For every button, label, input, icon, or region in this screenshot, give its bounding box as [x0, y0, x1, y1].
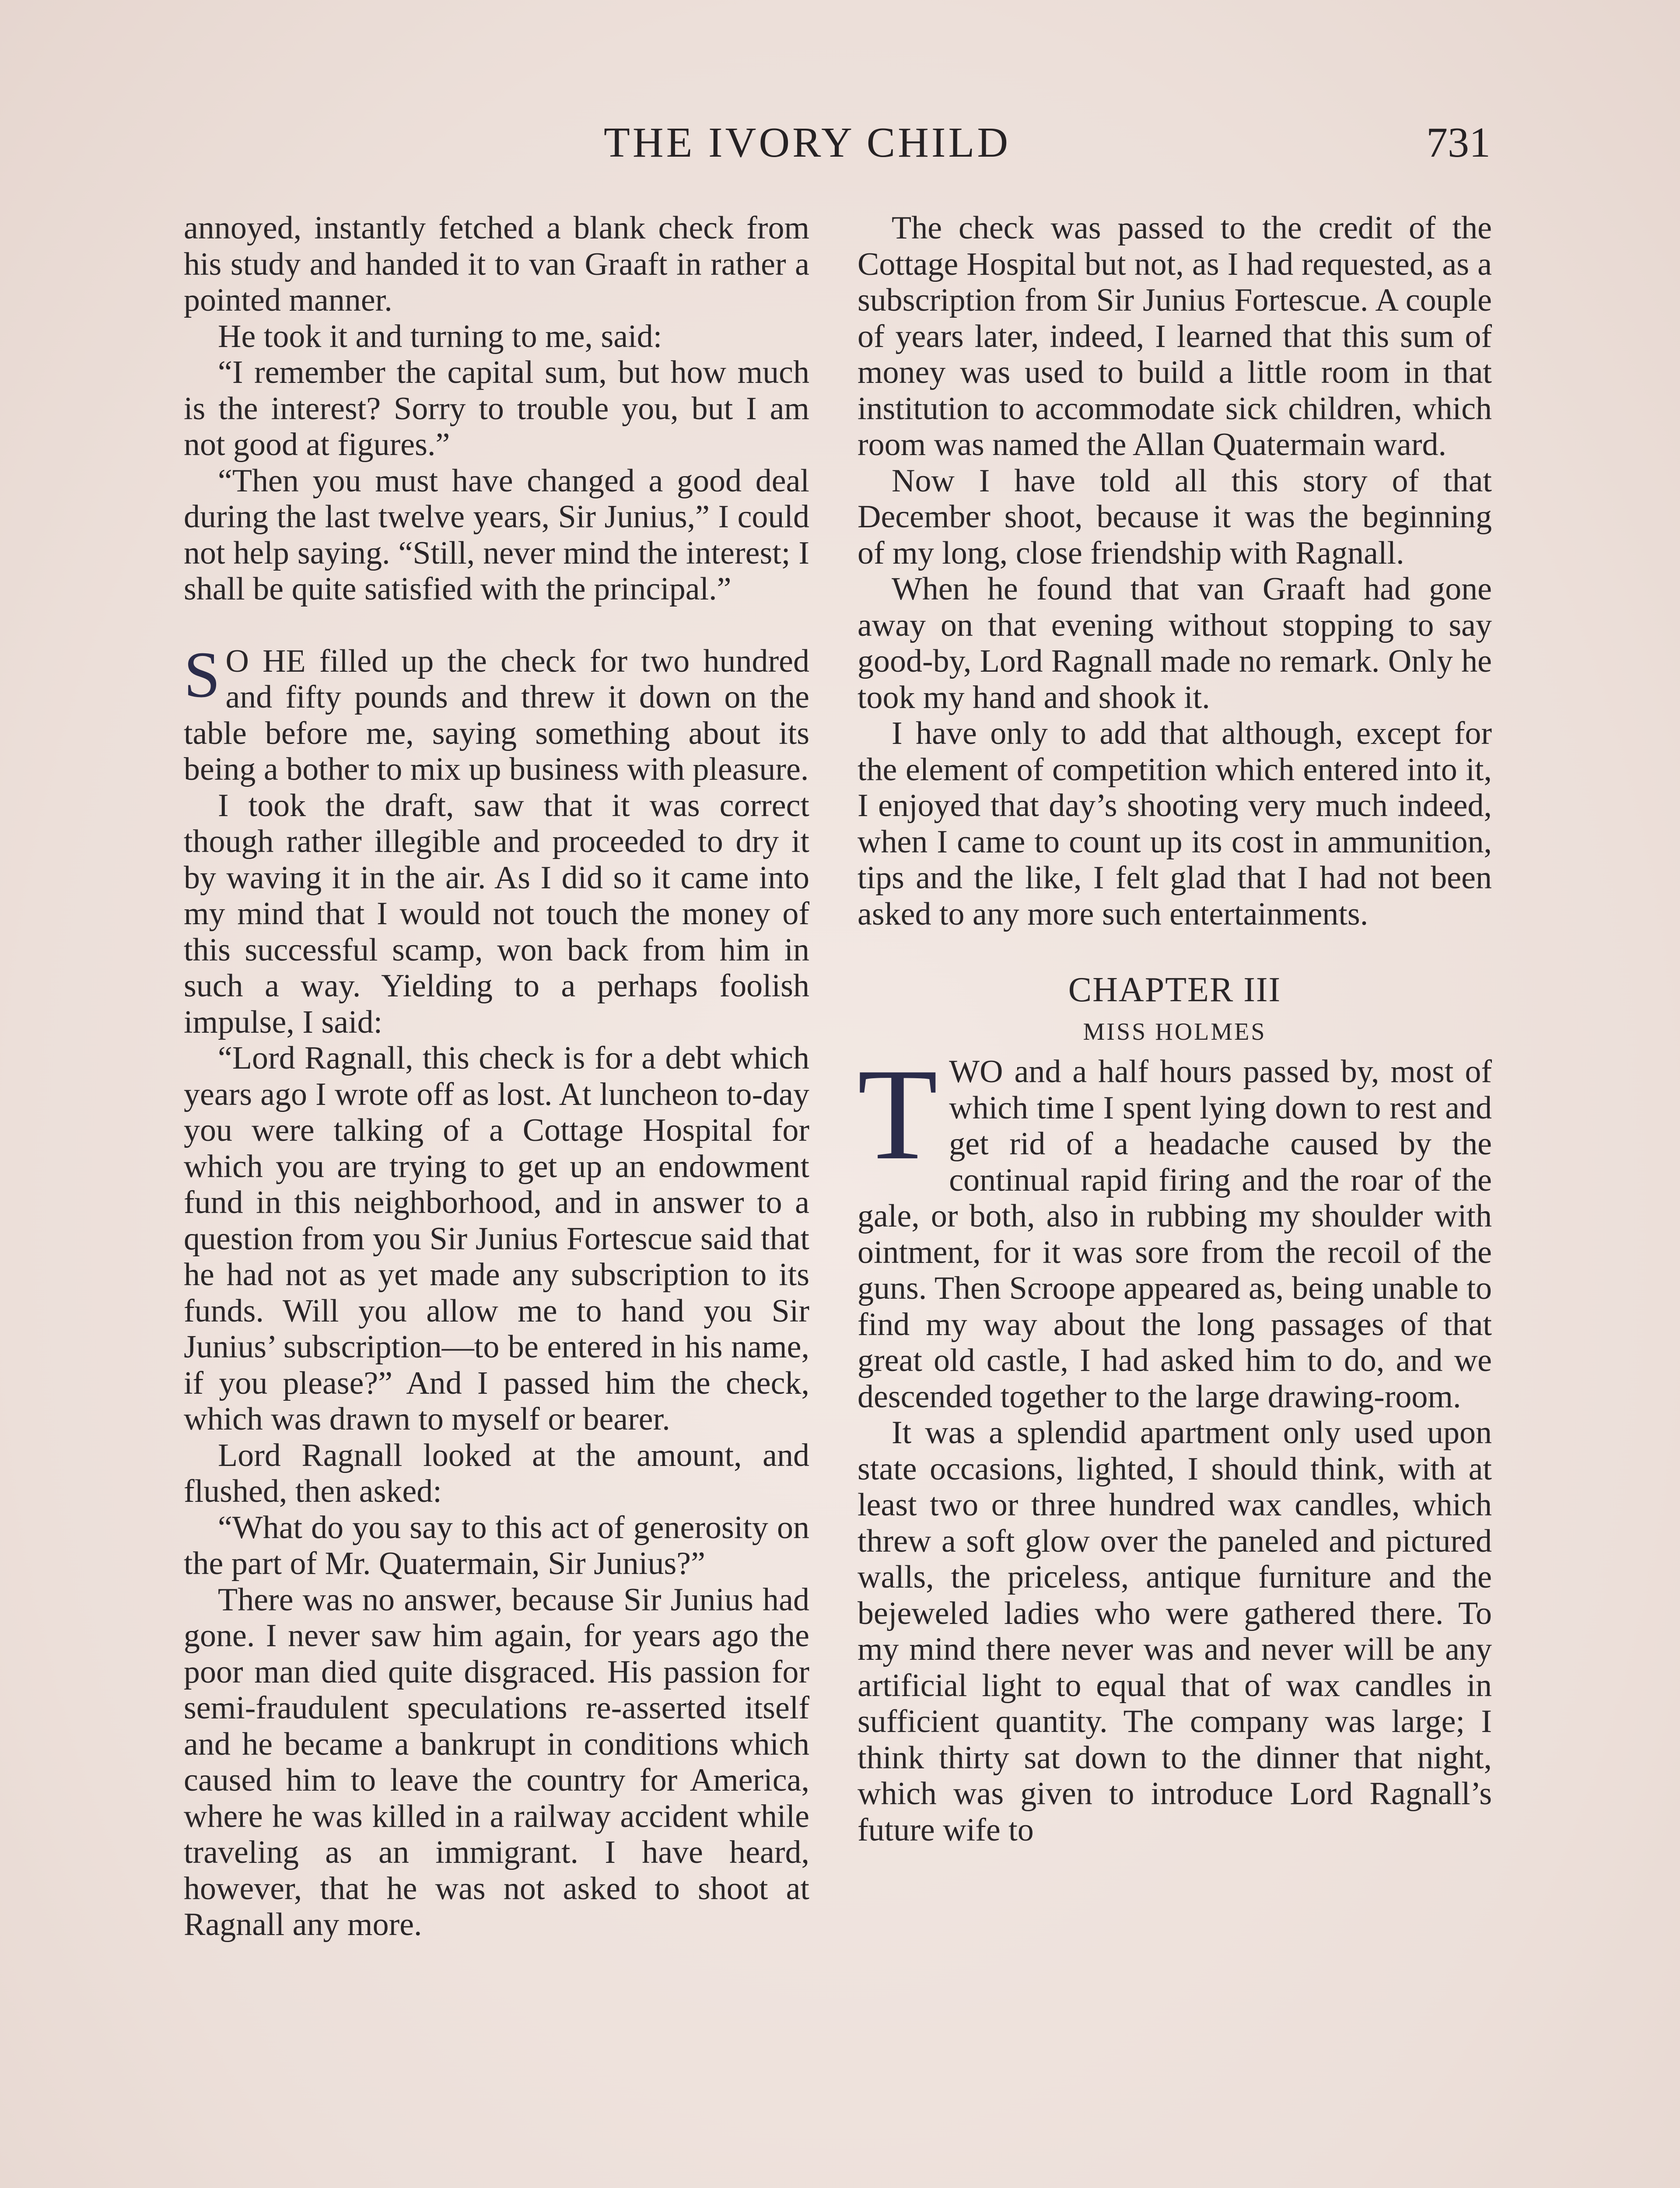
page-number: 731 — [1426, 119, 1491, 166]
chapter-opening-paragraph — [858, 1041, 1492, 1415]
drop-cap: T — [858, 1041, 938, 1187]
paragraph: It was a splendid apartment only used upon state occasions, lighted, I should think, with at least two or three hundred wax candles, which threw a soft glow over the paneled and pictured walls, the priceless, antique furniture and the bejeweled ladies who were gathered there. To my mind there never was and never will be any artificial light to equal that of wax candles in sufficient quantity. The company was large; I think thirty sat down to the dinner that night, which was given to introduce Lord Ragnall’s future wife to — [858, 1415, 1492, 1848]
paragraph: Lord Ragnall looked at the amount, and flushed, then asked: — [184, 1437, 809, 1509]
page-header — [0, 118, 1680, 179]
paragraph: I have only to add that although, except for the element of competition which entered into it, I enjoyed that day’s shooting very much indeed, when I came to count up its cost in ammunition, tips and the like, I felt glad that I had not been asked to any more such entertainments. — [858, 715, 1492, 932]
paragraph-text: O HE filled up the check for two hundred and fifty pounds and threw it down on the table before me, saying something about its being a bother to mix up business with pleasure. — [184, 643, 809, 787]
right-column — [858, 210, 1492, 1848]
paragraph: annoyed, instantly fetched a blank check from his study and handed it to van Graaft in rather a pointed manner. — [184, 210, 809, 318]
paragraph: I took the draft, saw that it was correct though rather illegible and proceeded to dry it by waving it in the air. As I did so it came into my mind that I would not touch the money of this successful scamp, won back from him in such a way. Yielding to a perhaps foolish impulse, I said: — [184, 787, 809, 1040]
paragraph: “What do you say to this act of generosity on the part of Mr. Quatermain, Sir Junius?” — [184, 1509, 809, 1581]
paragraph-text: WO and a half hours passed by, most of which time I spent lying down to rest and get rid of a headache caused by the continual rapid firing and the roar of the gale, or both, also in rubbing my shoulder with ointment, for it was sore from the recoil of the guns. Then Scroope appeared as, being unable to find my way about the long passages of that great old castle, I had asked him to do, and we descended together to the large drawing-room. — [858, 1054, 1492, 1415]
chapter-subtitle: MISS HOLMES — [1083, 1018, 1267, 1045]
paragraph: The check was passed to the credit of the Cottage Hospital but not, as I had requested, as a subscription from Sir Junius Fortescue. A couple of years later, indeed, I learned that this sum of money was used to build a little room in that institution to accommodate sick children, which room was named the Allan Quatermain ward. — [858, 210, 1492, 463]
section-paragraph — [184, 638, 809, 788]
chapter-heading: CHAPTER III — [1068, 971, 1281, 1009]
paragraph: “I remember the capital sum, but how much is the interest? Sorry to trouble you, but I am not good at figures.” — [184, 354, 809, 463]
running-title: THE IVORY CHILD — [604, 119, 1011, 166]
paragraph: Now I have told all this story of that December shoot, because it was the beginning of my long, close friendship with Ragnall. — [858, 463, 1492, 571]
paragraph: He took it and turning to me, said: — [218, 318, 662, 354]
paragraph: “Lord Ragnall, this check is for a debt which years ago I wrote off as lost. At luncheon to-day you were talking of a Cottage Hospital for which you are trying to get up an endowment fund in this neighborhood, and in answer to a question from you Sir Junius Fortescue said that he had not as yet made any subscription to its funds. Will you allow me to hand you Sir Junius’ subscription—to be entered in his name, if you please?” And I passed him the check, which was drawn to myself or bearer. — [184, 1040, 809, 1437]
paragraph: When he found that van Graaft had gone away on that evening without stopping to say good-by, Lord Ragnall made no remark. Only he took my hand and shook it. — [858, 571, 1492, 715]
left-column — [184, 210, 809, 1943]
paragraph: “Then you must have changed a good deal during the last twelve years, Sir Junius,” I could not help saying. “Still, never mind the interest; I shall be quite satisfied with the principal.” — [184, 463, 809, 607]
drop-cap: S — [184, 638, 220, 711]
paragraph: There was no answer, because Sir Junius had gone. I never saw him again, for years ago the poor man died quite disgraced. His passion for semi-fraudulent speculations re-asserted itself and he became a bankrupt in conditions which caused him to leave the country for America, where he was killed in a railway accident while traveling as an immigrant. I have heard, however, that he was not asked to shoot at Ragnall any more. — [184, 1581, 809, 1943]
